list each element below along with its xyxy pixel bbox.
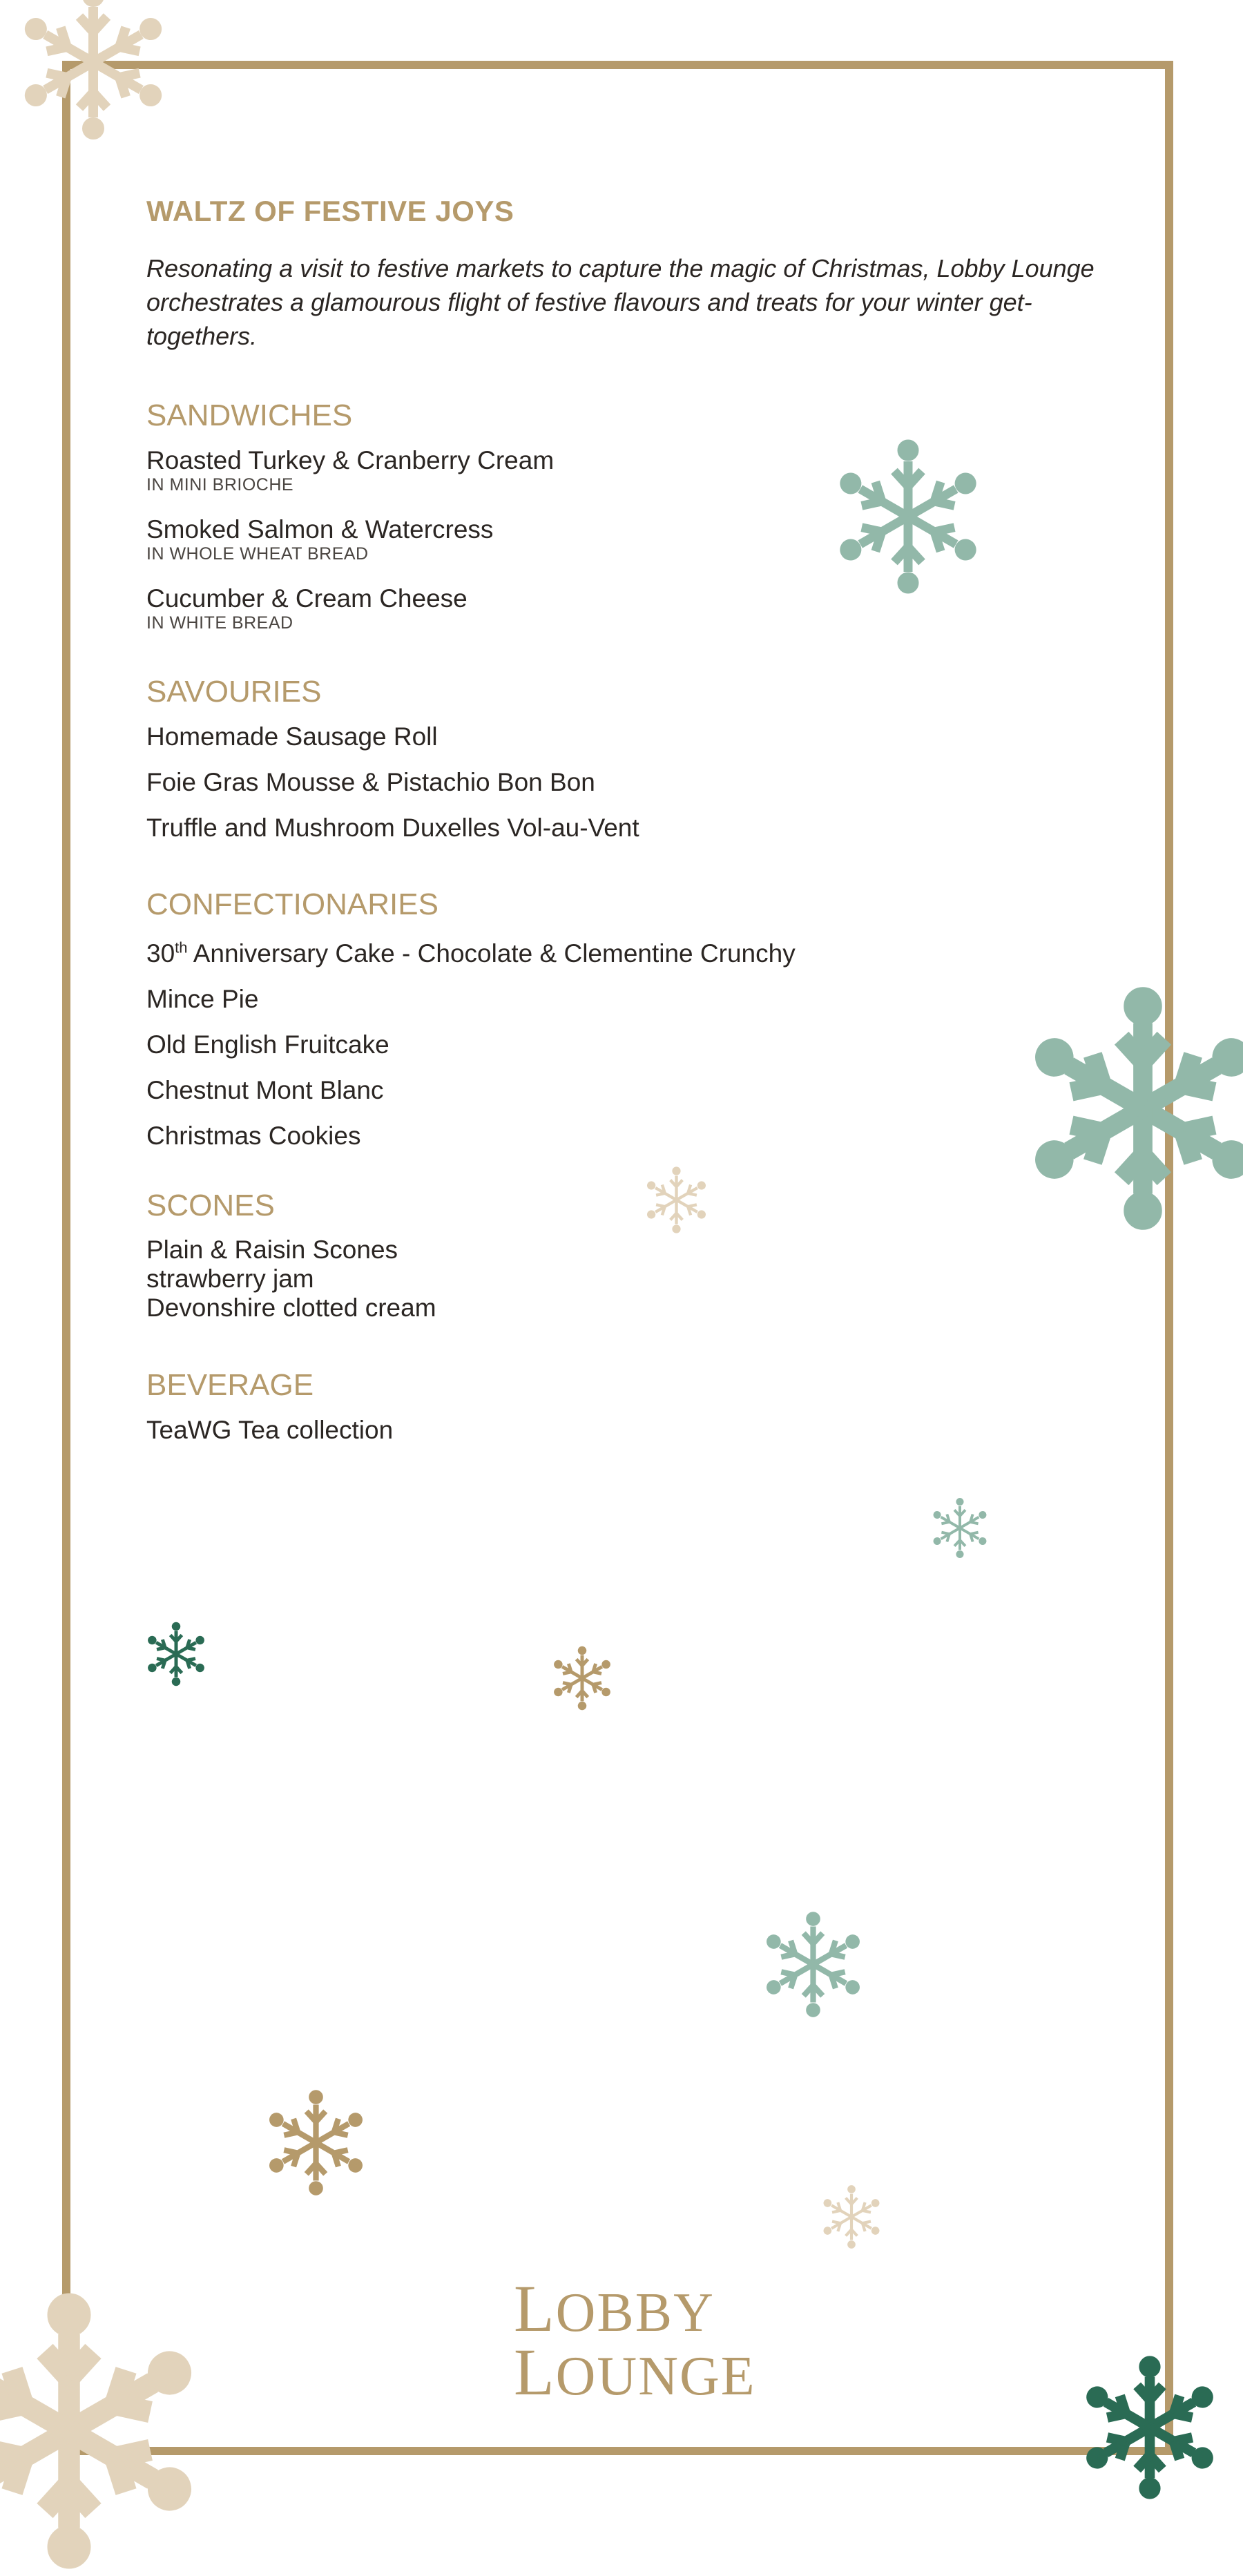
item-description: IN WHITE BREAD bbox=[146, 613, 293, 633]
list-item: TeaWG Tea collection bbox=[146, 1416, 394, 1444]
section-sandwiches bbox=[146, 398, 1113, 632]
snowflake-icon-green-small bbox=[138, 1619, 214, 1689]
list-item bbox=[146, 939, 1113, 969]
item-name: Roasted Turkey & Cranberry Cream bbox=[146, 446, 555, 474]
list-item bbox=[146, 584, 1113, 632]
list-item: Homemade Sausage Roll bbox=[146, 722, 438, 751]
snowflake-icon-bottom-left bbox=[0, 2286, 242, 2576]
snowflake-icon-sage-medium bbox=[749, 1907, 877, 2021]
snowflake-icon-gold-small bbox=[544, 1644, 620, 1713]
section-heading-beverage: BEVERAGE bbox=[146, 1368, 314, 1402]
list-item: Foie Gras Mousse & Pistachio Bon Bon bbox=[146, 768, 595, 796]
list-item: strawberry jam bbox=[146, 1265, 314, 1293]
list-item: Plain & Raisin Scones bbox=[146, 1236, 398, 1264]
list-item: Mince Pie bbox=[146, 985, 259, 1013]
snowflake-icon-bottom-right bbox=[1067, 2352, 1233, 2503]
snowflake-icon-top-left bbox=[0, 0, 193, 145]
item-name: Smoked Salmon & Watercress bbox=[146, 515, 494, 544]
item-name: Cucumber & Cream Cheese bbox=[146, 584, 468, 613]
logo-line-2: LOUNGE bbox=[514, 2335, 756, 2409]
section-confectionaries bbox=[146, 887, 1113, 1151]
anniversary-text: Anniversary Cake - Chocolate & Clementine Crunchy bbox=[187, 939, 796, 968]
section-heading-savouries: SAVOURIES bbox=[146, 675, 322, 709]
section-scones bbox=[146, 1189, 1113, 1323]
item-description: IN WHOLE WHEAT BREAD bbox=[146, 544, 369, 564]
item-description: IN MINI BRIOCHE bbox=[146, 475, 294, 494]
snowflake-icon-beige-bottom bbox=[813, 2182, 889, 2251]
section-heading-sandwiches: SANDWICHES bbox=[146, 398, 353, 432]
snowflake-icon-gold-medium bbox=[252, 2086, 380, 2200]
lobby-lounge-logo bbox=[514, 2271, 756, 2409]
list-item bbox=[146, 445, 1113, 494]
anniversary-number: 30 bbox=[146, 939, 175, 968]
list-item: Old English Fruitcake bbox=[146, 1030, 389, 1059]
menu-intro: Resonating a visit to festive markets to capture the magic of Christmas, Lobby Lounge orchestrates a glamourous flight of festive flavours and treats for your winter get-togethers. bbox=[146, 254, 1095, 350]
list-item: Truffle and Mushroom Duxelles Vol-au-Vent bbox=[146, 814, 639, 842]
section-beverage bbox=[146, 1368, 1113, 1445]
anniversary-suffix: th bbox=[175, 939, 188, 957]
list-item: Devonshire clotted cream bbox=[146, 1294, 436, 1322]
list-item: Christmas Cookies bbox=[146, 1122, 361, 1150]
snowflake-icon-sage-small bbox=[925, 1495, 994, 1561]
section-savouries bbox=[146, 675, 1113, 843]
list-item bbox=[146, 515, 1113, 563]
section-heading-confectionaries: CONFECTIONARIES bbox=[146, 887, 439, 921]
logo-line-1: LOBBY bbox=[514, 2271, 715, 2345]
menu-title: WALTZ OF FESTIVE JOYS bbox=[146, 195, 514, 227]
menu-content bbox=[146, 195, 1113, 1461]
section-heading-scones: SCONES bbox=[146, 1189, 275, 1222]
list-item: Chestnut Mont Blanc bbox=[146, 1076, 384, 1104]
